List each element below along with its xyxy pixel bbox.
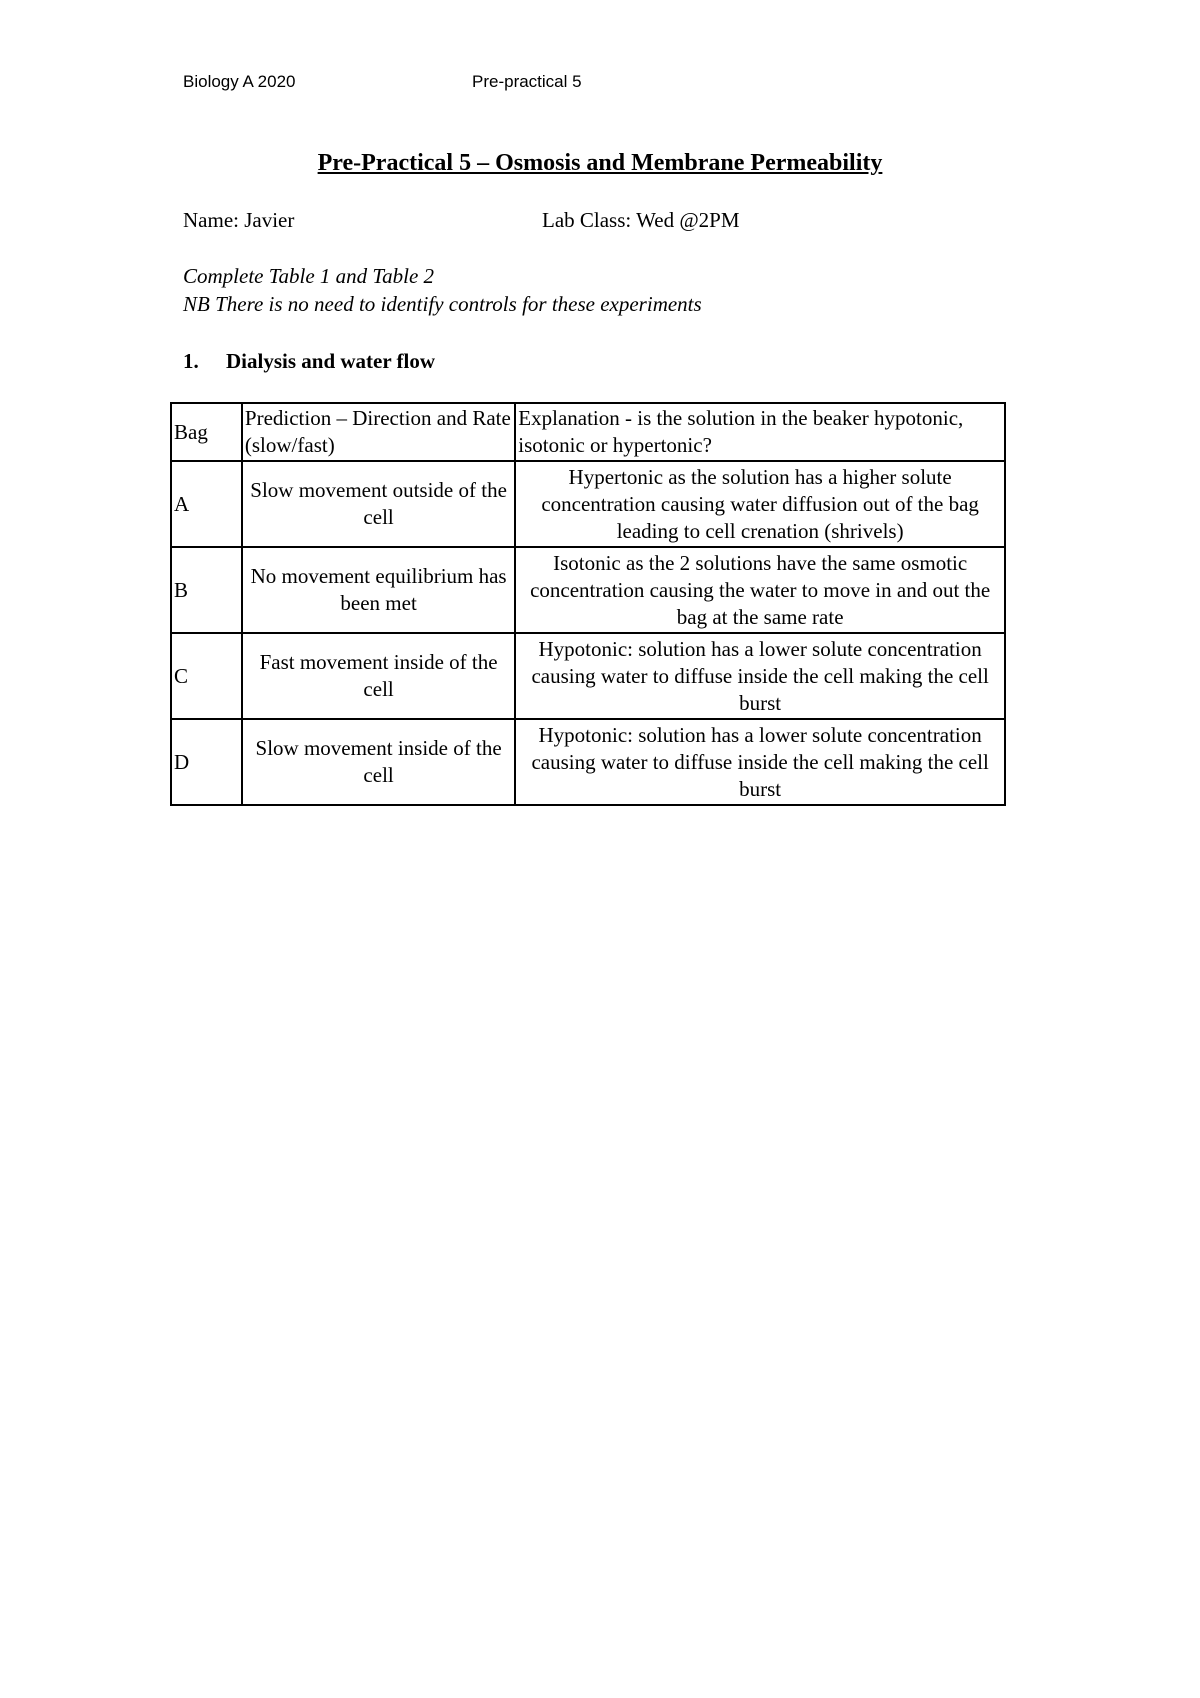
- page-header-course: Biology A 2020: [183, 72, 296, 91]
- instruction-no-controls: NB There is no need to identify controls for these experiments: [183, 292, 702, 316]
- header-explanation: Explanation - is the solution in the beaker hypotonic, isotonic or hypertonic?: [515, 403, 1005, 461]
- document-title: Pre-Practical 5 – Osmosis and Membrane Permeability: [317, 150, 883, 176]
- instruction-complete-tables: Complete Table 1 and Table 2: [183, 264, 435, 288]
- bag-cell: B: [171, 547, 242, 633]
- prediction-cell: Slow movement outside of the cell: [242, 461, 515, 547]
- table-row: [171, 633, 1005, 719]
- dialysis-table: [170, 402, 1006, 806]
- table-row: [171, 461, 1005, 547]
- table-row: [171, 719, 1005, 805]
- table-header-row: [171, 403, 1005, 461]
- bag-cell: C: [171, 633, 242, 719]
- page-header-practical: Pre-practical 5: [472, 72, 582, 91]
- explanation-cell: Hypotonic: solution has a lower solute concentration causing water to diffuse inside the cell making the cell burst: [515, 719, 1005, 805]
- header-bag: Bag: [171, 403, 242, 461]
- lab-class: Lab Class: Wed @2PM: [542, 208, 740, 232]
- bag-cell: A: [171, 461, 242, 547]
- prediction-cell: No movement equilibrium has been met: [242, 547, 515, 633]
- table-row: [171, 547, 1005, 633]
- prediction-cell: Slow movement inside of the cell: [242, 719, 515, 805]
- section-heading: [183, 349, 435, 374]
- student-name: Name: Javier: [183, 208, 295, 232]
- section-number: 1.: [183, 349, 199, 373]
- header-prediction: Prediction – Direction and Rate (slow/fast): [242, 403, 515, 461]
- explanation-cell: Hypotonic: solution has a lower solute concentration causing water to diffuse inside the cell making the cell burst: [515, 633, 1005, 719]
- bag-cell: D: [171, 719, 242, 805]
- explanation-cell: Hypertonic as the solution has a higher solute concentration causing water diffusion out of the bag leading to cell crenation (shrivels): [515, 461, 1005, 547]
- explanation-cell: Isotonic as the 2 solutions have the same osmotic concentration causing the water to move in and out the bag at the same rate: [515, 547, 1005, 633]
- prediction-cell: Fast movement inside of the cell: [242, 633, 515, 719]
- section-title: Dialysis and water flow: [226, 349, 436, 373]
